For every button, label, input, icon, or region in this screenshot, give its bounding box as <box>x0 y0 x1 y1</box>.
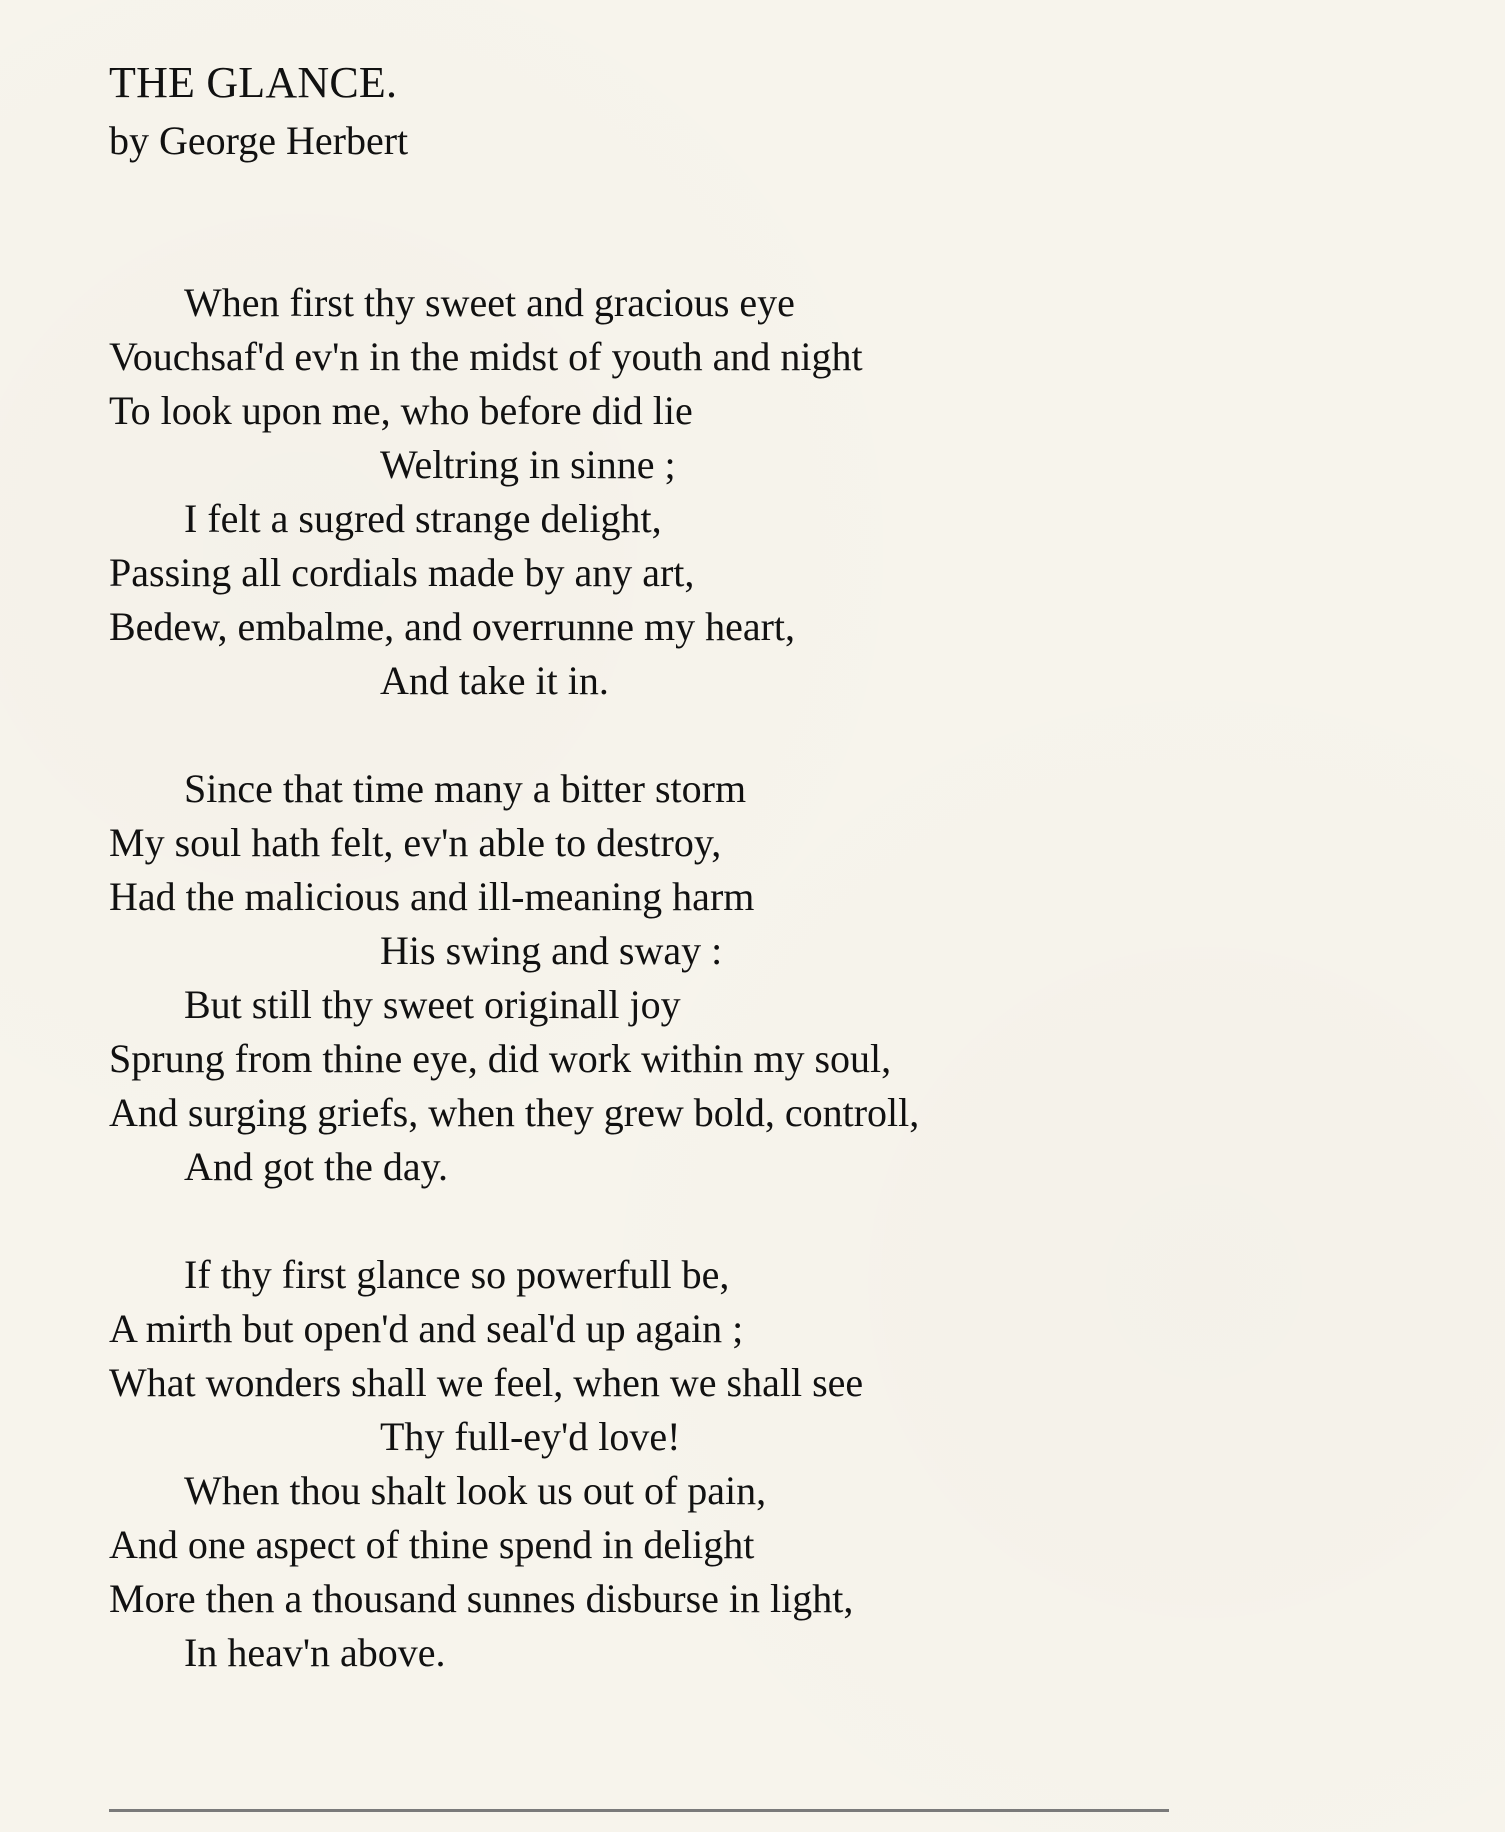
poem-line: In heav'n above. <box>184 1630 446 1675</box>
poem-line: A mirth but open'd and seal'd up again ; <box>109 1306 744 1351</box>
poem-line: And got the day. <box>184 1144 449 1189</box>
poem-line: Had the malicious and ill-meaning harm <box>109 874 755 919</box>
poem-line: Passing all cordials made by any art, <box>109 550 695 595</box>
poem-line: What wonders shall we feel, when we shall see <box>109 1360 864 1405</box>
poem-line: His swing and sway : <box>380 928 723 973</box>
poem-line: To look upon me, who before did lie <box>109 388 693 433</box>
poem-line: And surging griefs, when they grew bold, controll, <box>109 1090 920 1135</box>
poem-line: Vouchsaf'd ev'n in the midst of youth and night <box>109 334 863 379</box>
poem-line: Since that time many a bitter storm <box>184 766 747 811</box>
stanza-3 <box>109 1248 1409 1680</box>
poem-line: But still thy sweet originall joy <box>184 982 681 1027</box>
poem-line: Sprung from thine eye, did work within my soul, <box>109 1036 892 1081</box>
poem-line: Bedew, embalme, and overrunne my heart, <box>109 604 796 649</box>
poem-line: And one aspect of thine spend in delight <box>109 1522 755 1567</box>
poem-line: And take it in. <box>380 658 609 703</box>
poem-author: by George Herbert <box>109 118 409 163</box>
poem-line: More then a thousand sunnes disburse in light, <box>109 1576 854 1621</box>
poem-line: If thy first glance so powerfull be, <box>184 1252 730 1297</box>
poem-line: I felt a sugred strange delight, <box>184 496 662 541</box>
poem-line: My soul hath felt, ev'n able to destroy, <box>109 820 722 865</box>
poem-line: Thy full-ey'd love! <box>380 1414 681 1459</box>
poem-line: Weltring in sinne ; <box>380 442 676 487</box>
poem-line: When thou shalt look us out of pain, <box>184 1468 767 1513</box>
poem-body <box>109 276 1409 1734</box>
poem-line: When first thy sweet and gracious eye <box>184 280 795 325</box>
horizontal-divider <box>109 1809 1169 1812</box>
poem-title: THE GLANCE. <box>109 58 398 107</box>
stanza-1 <box>109 276 1409 708</box>
stanza-2 <box>109 762 1409 1194</box>
